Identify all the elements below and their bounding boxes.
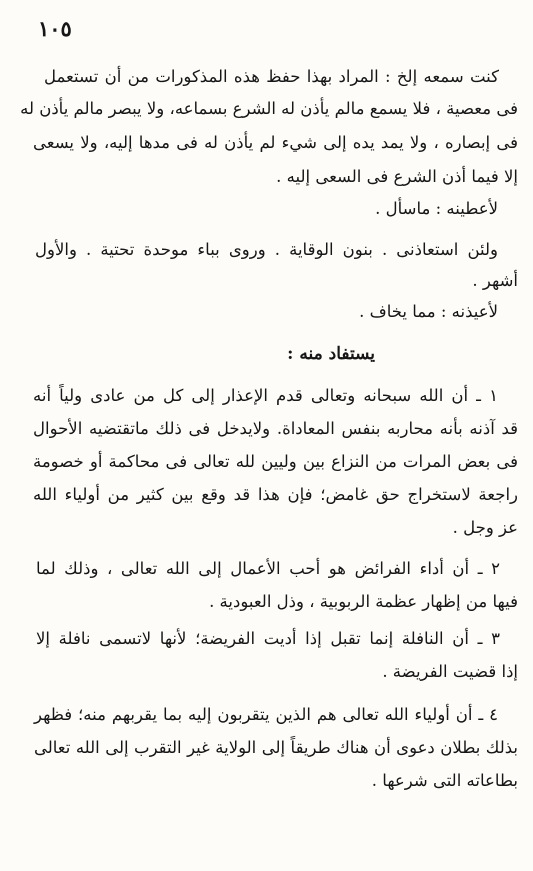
text-line: إلا فيما أذن الشرع فى السعى إليه . xyxy=(276,167,518,186)
text-line: ٣ ـ أن النافلة إنما تقبل إذا أديت الفريضة؛ لأنها لاتسمى نافلة إلا xyxy=(36,629,500,648)
text-line: قد آذنه بأنه محاربه بنفس المعاداة. ولايدخل فى ذلك ماتقتضيه الأحوال xyxy=(33,419,518,438)
text-line: فى بعض المرات من النزاع بين وليين لله تعالى فى محاكمة أو خصومة xyxy=(33,452,518,471)
text-line: بذلك بطلان دعوى أن هناك طريقاً إلى الولاية غير التقرب إلى الله تعالى xyxy=(34,738,518,757)
text-line: إذا قضيت الفريضة . xyxy=(382,662,518,681)
text-line: ٢ ـ أن أداء الفرائض هو أحب الأعمال إلى الله تعالى ، وذلك لما xyxy=(36,559,500,578)
text-line: فيها من إظهار عظمة الربوبية ، وذل العبودية . xyxy=(209,592,518,611)
text-line: فى معصية ، فلا يسمع مالم يأذن له الشرع بسماعه، ولا يبصر مالم يأذن له xyxy=(20,99,518,118)
section-heading: يستفاد منه : xyxy=(287,344,375,364)
text-line: ١ ـ أن الله سبحانه وتعالى قدم الإعذار إلى كل من عادى ولياً أنه xyxy=(33,386,498,405)
text-line: راجعة لاستخراج حق غامض؛ فإن هذا قد وقع بين كثير من أولياء الله xyxy=(33,485,518,504)
text-line: ولئن استعاذنى . بنون الوقاية . وروى بباء موحدة تحتية . والأول xyxy=(35,240,498,259)
page-number: ١٠٥ xyxy=(38,16,72,41)
text-line: عز وجل . xyxy=(452,518,518,537)
text-line: فى إبصاره ، ولا يمد يده إلى شيء لم يأذن له فى مدها إليه، ولا يسعى xyxy=(33,133,518,152)
text-line: بطاعاته التى شرعها . xyxy=(371,771,518,790)
text-line: أشهر . xyxy=(472,271,518,290)
text-line: لأعيذنه : مما يخاف . xyxy=(359,302,498,321)
text-line: كنت سمعه إلخ : المراد بهذا حفظ هذه المذكورات من أن تستعمل xyxy=(44,67,499,86)
text-line: ٤ ـ أن أولياء الله تعالى هم الذين يتقربون إليه بما يقربهم منه؛ فظهر xyxy=(34,705,498,724)
text-line: لأعطينه : ماسأل . xyxy=(375,199,498,218)
